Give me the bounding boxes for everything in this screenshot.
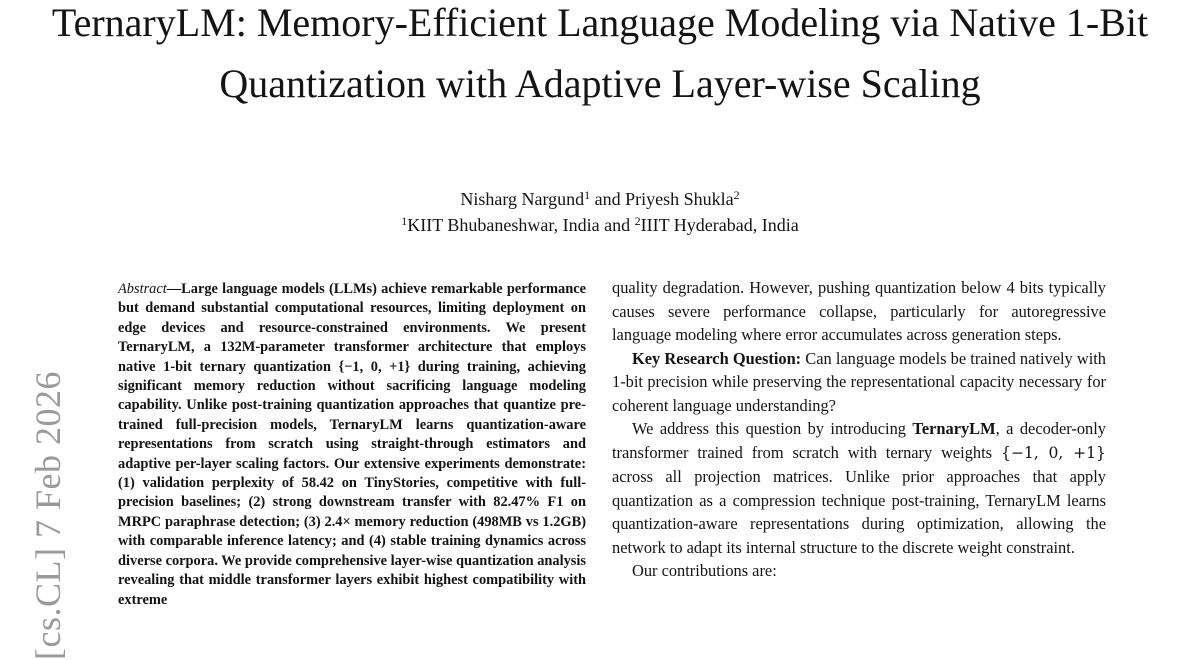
author-block [0, 186, 1200, 238]
para3-part-b: , a decoder-only transformer trained from scratch with ternary weights [612, 419, 1106, 462]
body-paragraph-3 [612, 417, 1106, 559]
affiliation-1: KIIT Bhubaneshwar, India and [407, 215, 635, 235]
affiliations [0, 212, 1200, 238]
author-2: Priyesh Shukla [625, 189, 734, 209]
abstract-label: Abstract [118, 281, 167, 297]
right-column-body [612, 276, 1106, 583]
research-question-paragraph [612, 347, 1106, 418]
affiliation-1-mark: 1 [401, 214, 408, 228]
affiliation-2: IIIT Hyderabad, India [640, 215, 799, 235]
para3-model-name: TernaryLM [912, 419, 996, 438]
para3-part-c: across all projection matrices. Unlike prior approaches that apply quantization as a compression technique post-training, TernaryLM learns quantization-aware representations during optimization, allowing the network to adapt its internal structure to the discrete weight constraint. [612, 467, 1106, 557]
body-paragraph-1: quality degradation. However, pushing quantization below 4 bits typically causes severe performance collapse, particularly for autoregressive language modeling where error accumulates across generation steps. [612, 278, 1106, 344]
abstract-text: —Large language models (LLMs) achieve remarkable performance but demand substantial computational resources, limiting deployment on edge devices and resource-constrained environments. We present TernaryLM, a 132M-parameter transformer architecture that employs native 1-bit ternary quantization {−1, 0, +1} during training, achieving significant memory reduction without sacrificing language modeling capability. Unlike post-training quantization approaches that quantize pre-trained full-precision models, TernaryLM learns quantization-aware representations from scratch using straight-through estimators and adaptive per-layer scaling factors. Our extensive experiments demonstrate: (1) validation perplexity of 58.42 on TinyStories, competitive with full-precision baselines; (2) strong downstream transfer with 82.47% F1 on MRPC paraphrase detection; (3) 2.4× memory reduction (498MB vs 1.2GB) with comparable inference latency; and (4) stable training dynamics across diverse corpora. We provide comprehensive layer-wise quantization analysis revealing that middle transformer layers exhibit highest compatibility with extreme [118, 281, 586, 608]
author-1-affiliation-mark: 1 [584, 188, 591, 202]
author-names [0, 186, 1200, 212]
author-1: Nisharg Nargund [460, 189, 585, 209]
para3-part-a: We address this question by introducing [632, 419, 913, 438]
affiliation-2-mark: 2 [634, 214, 641, 228]
arxiv-margin-stamp: [cs.CL] 7 Feb 2026 [28, 371, 68, 660]
author-conjunction: and [590, 189, 626, 209]
paper-title: TernaryLM: Memory-Efficient Language Modeling via Native 1-Bit Quantization with Adaptive Layer-wise Scaling [51, 0, 1149, 106]
research-question-label: Key Research Question: [632, 348, 802, 368]
research-question-text: Can language models be trained natively with 1-bit precision while preserving the representational capacity necessary for coherent language understanding? [612, 348, 1107, 415]
para3-ternary-set: {−1, 0, +1} [1000, 443, 1106, 462]
body-paragraph-4: Our contributions are: [632, 561, 777, 580]
author-2-affiliation-mark: 2 [733, 188, 740, 202]
abstract [118, 280, 586, 610]
